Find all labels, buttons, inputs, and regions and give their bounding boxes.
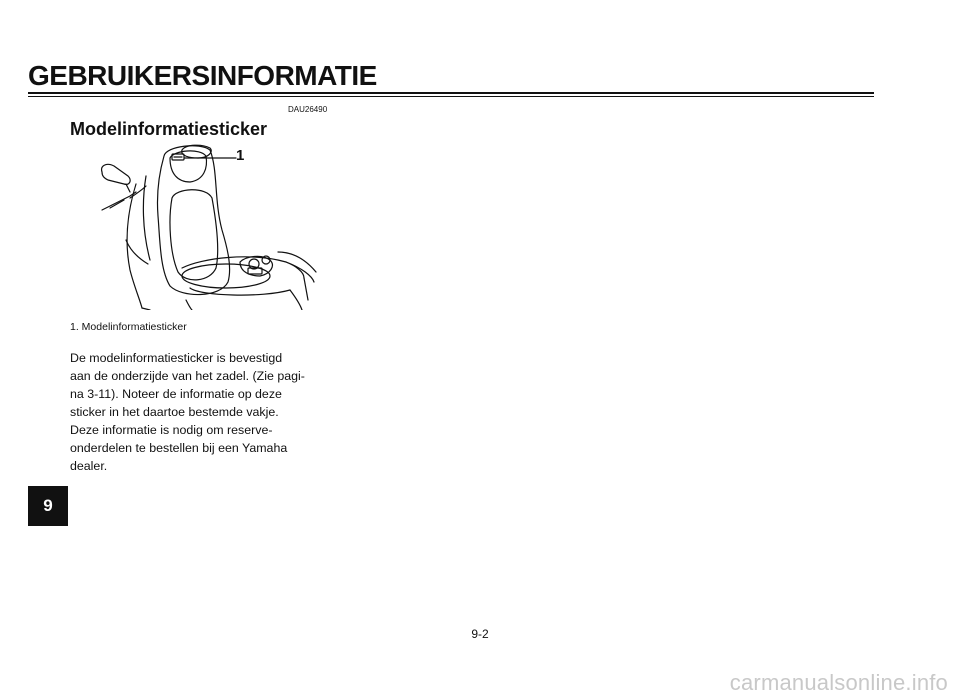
body-paragraph	[70, 349, 334, 475]
body-line: sticker in het daartoe bestemde vakje.	[70, 405, 279, 419]
body-line: onderdelen te bestellen bij een Yamaha	[70, 441, 288, 455]
figure-caption: 1. Modelinformatiesticker	[70, 321, 187, 333]
body-line: Deze informatie is nodig om reserve-	[70, 423, 273, 437]
section-title: Modelinformatiesticker	[70, 119, 268, 139]
page-number: 9-2	[471, 627, 489, 641]
figure-callout-number: 1	[236, 147, 245, 164]
header-rule-thin	[28, 96, 874, 97]
body-line: dealer.	[70, 459, 108, 473]
page-header-title: GEBRUIKERSINFORMATIE	[28, 60, 377, 91]
body-line: na 3-11). Noteer de informatie op deze	[70, 387, 282, 401]
body-line: aan de onderzijde van het zadel. (Zie pagi-	[70, 369, 305, 383]
section-doc-code: DAU26490	[288, 105, 328, 114]
chapter-tab: 9	[28, 486, 68, 526]
watermark: carmanualsonline.info	[729, 670, 948, 695]
scooter-seat-illustration	[90, 140, 330, 310]
header-rule	[28, 92, 874, 94]
body-line: De modelinformatiesticker is bevestigd	[70, 351, 283, 365]
